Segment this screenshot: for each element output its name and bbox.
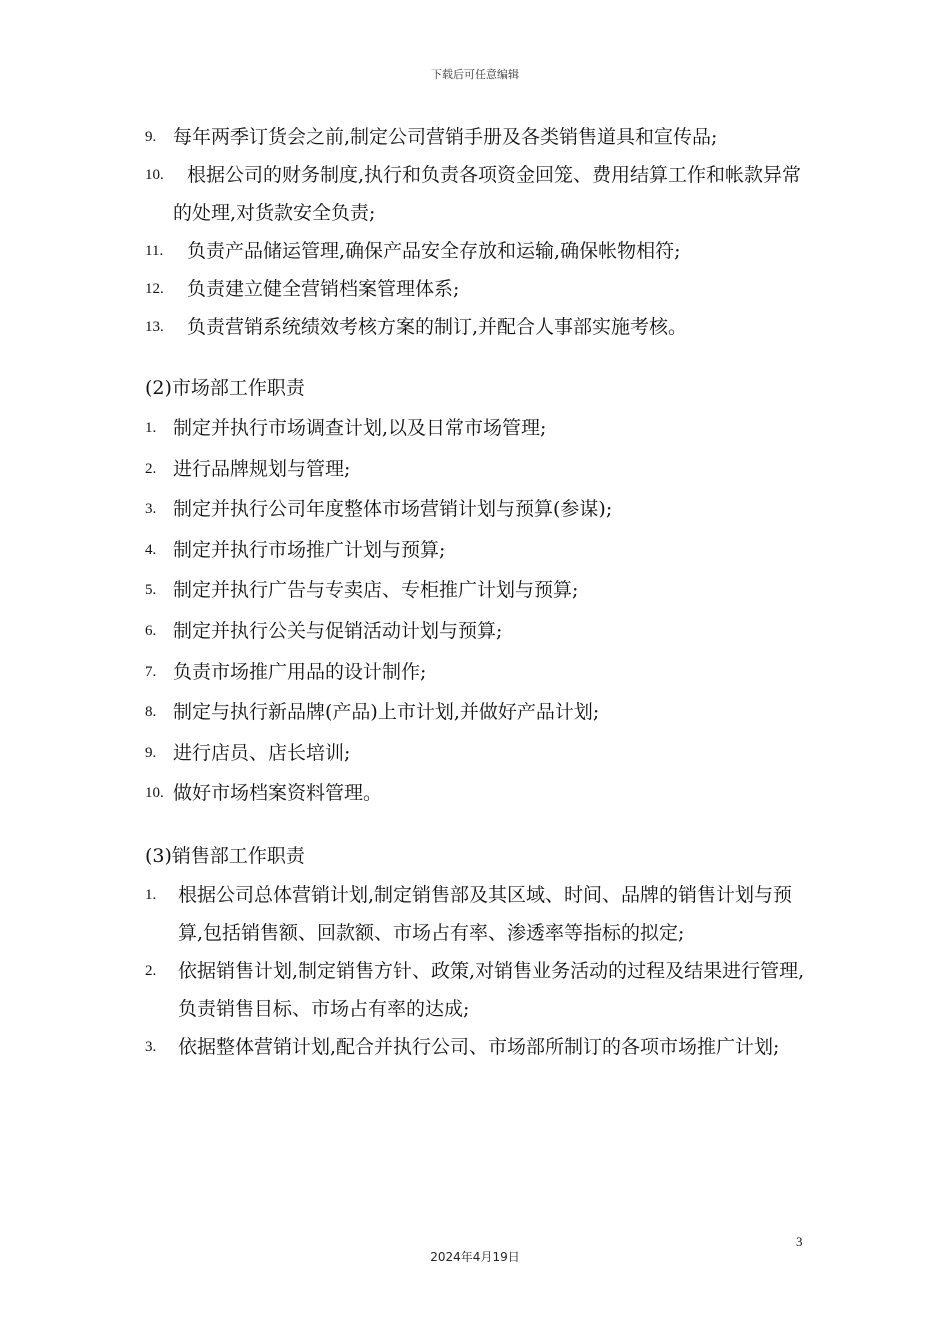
page-header: 下载后可任意编辑	[431, 68, 519, 81]
item-number: 2.	[145, 962, 157, 979]
item-text: 依据销售计划,制定销售方针、政策,对销售业务活动的过程及结果进行管理,负责销售目标、市场占有率的达成;	[178, 959, 805, 1020]
document-body	[145, 118, 815, 1066]
list-item	[145, 611, 815, 652]
item-number: 8.	[145, 704, 157, 721]
section-title-market: (2)市场部工作职责	[145, 377, 305, 399]
list-item	[145, 530, 815, 571]
list-item	[145, 876, 815, 952]
page-footer-date: 2024年4月19日	[430, 1250, 520, 1264]
list-item	[145, 270, 815, 308]
item-text: 制定并执行公司年度整体市场营销计划与预算(参谋);	[173, 498, 613, 521]
list-item	[145, 156, 815, 232]
list-item	[145, 773, 815, 814]
part1-list	[145, 118, 815, 346]
item-number: 10.	[145, 785, 164, 802]
item-number: 13.	[145, 319, 164, 335]
list-item	[145, 408, 815, 449]
item-text: 负责市场推广用品的设计制作;	[173, 660, 427, 683]
item-number: 6.	[145, 622, 157, 639]
item-text: 制定并执行广告与专卖店、专柜推广计划与预算;	[173, 579, 579, 602]
list-item	[145, 232, 815, 270]
part3-list	[145, 876, 815, 1066]
item-text: 制定与执行新品牌(产品)上市计划,并做好产品计划;	[173, 701, 600, 724]
list-item	[145, 118, 815, 156]
list-item	[145, 570, 815, 611]
list-item	[145, 692, 815, 733]
item-number: 3.	[145, 1038, 157, 1055]
item-text: 根据公司的财务制度,执行和负责各项资金回笼、费用结算工作和帐款异常的处理,对货款安全负责;	[173, 164, 802, 224]
item-text: 每年两季订货会之前,制定公司营销手册及各类销售道具和宣传品;	[173, 126, 718, 148]
item-text: 负责建立健全营销档案管理体系;	[187, 278, 460, 300]
part2-list	[145, 408, 815, 814]
item-number: 2.	[145, 460, 157, 477]
item-text: 制定并执行市场推广计划与预算;	[173, 538, 446, 561]
item-number: 1.	[145, 886, 157, 903]
list-item	[145, 489, 815, 530]
item-text: 负责营销系统绩效考核方案的制订,并配合人事部实施考核。	[187, 316, 688, 338]
item-number: 9.	[145, 744, 157, 761]
list-item	[145, 952, 815, 1028]
item-text: 做好市场档案资料管理。	[173, 782, 383, 805]
page-number: 3	[796, 1234, 803, 1249]
item-text: 制定并执行公关与促销活动计划与预算;	[173, 619, 503, 642]
list-item	[145, 449, 815, 490]
item-text: 制定并执行市场调查计划,以及日常市场管理;	[173, 417, 547, 439]
item-number: 12.	[145, 281, 164, 297]
item-number: 4.	[145, 541, 157, 558]
item-number: 3.	[145, 501, 157, 518]
item-text: 进行品牌规划与管理;	[173, 457, 351, 480]
list-item	[145, 652, 815, 693]
item-number: 10.	[145, 167, 164, 183]
item-number: 9.	[145, 129, 157, 145]
item-text: 负责产品储运管理,确保产品安全存放和运输,确保帐物相符;	[187, 240, 681, 262]
item-text: 进行店员、店长培训;	[173, 741, 351, 764]
item-number: 11.	[145, 243, 164, 259]
item-text: 依据整体营销计划,配合并执行公司、市场部所制订的各项市场推广计划;	[178, 1035, 780, 1058]
list-item	[145, 308, 815, 346]
item-number: 5.	[145, 582, 157, 599]
item-number: 7.	[145, 663, 157, 680]
item-number: 1.	[145, 420, 157, 436]
list-item	[145, 1028, 815, 1066]
section-title-sales: (3)销售部工作职责	[145, 844, 305, 867]
list-item	[145, 733, 815, 774]
item-text: 根据公司总体营销计划,制定销售部及其区域、时间、品牌的销售计划与预算,包括销售额、回款额、市场占有率、渗透率等指标的拟定;	[178, 883, 793, 944]
